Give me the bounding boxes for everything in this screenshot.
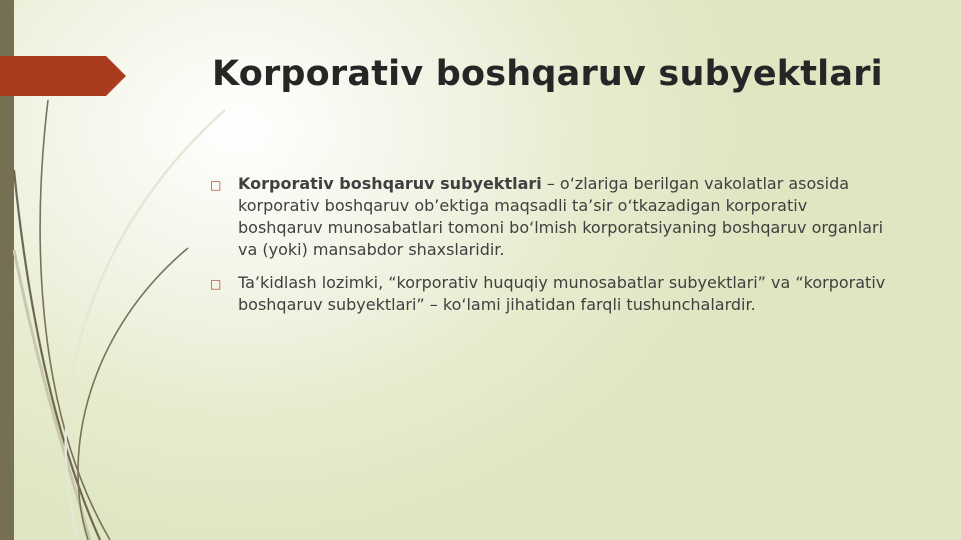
- bullet-item: [210, 272, 890, 316]
- slide-title: Korporativ boshqaruv subyektlari: [212, 54, 883, 94]
- bullet-list: [210, 173, 890, 327]
- title-arrow-icon: [0, 56, 126, 96]
- box-bullet-icon: □: [210, 178, 222, 192]
- bullet-bold-term: Korporativ boshqaruv subyektlari: [238, 174, 542, 193]
- bullet-item: [210, 173, 890, 261]
- box-bullet-icon: □: [210, 277, 222, 291]
- bullet-text: – o‘zlariga berilgan vakolatlar asosida korporativ boshqaruv ob’ektiga maqsadli ta’sir o‘tkazadigan korporativ boshqaruv munosabatlari tomoni bo‘lmish korporatsiyaning boshqaruv organlari va (yoki) mansabdor shaxslaridir.: [238, 174, 884, 259]
- bullet-text: Ta’kidlash lozimki, “korporativ huquqiy munosabatlar subyektlari” va “korporativ boshqaruv subyektlari” – ko‘lami jihatidan farqli tushunchalardir.: [238, 273, 886, 314]
